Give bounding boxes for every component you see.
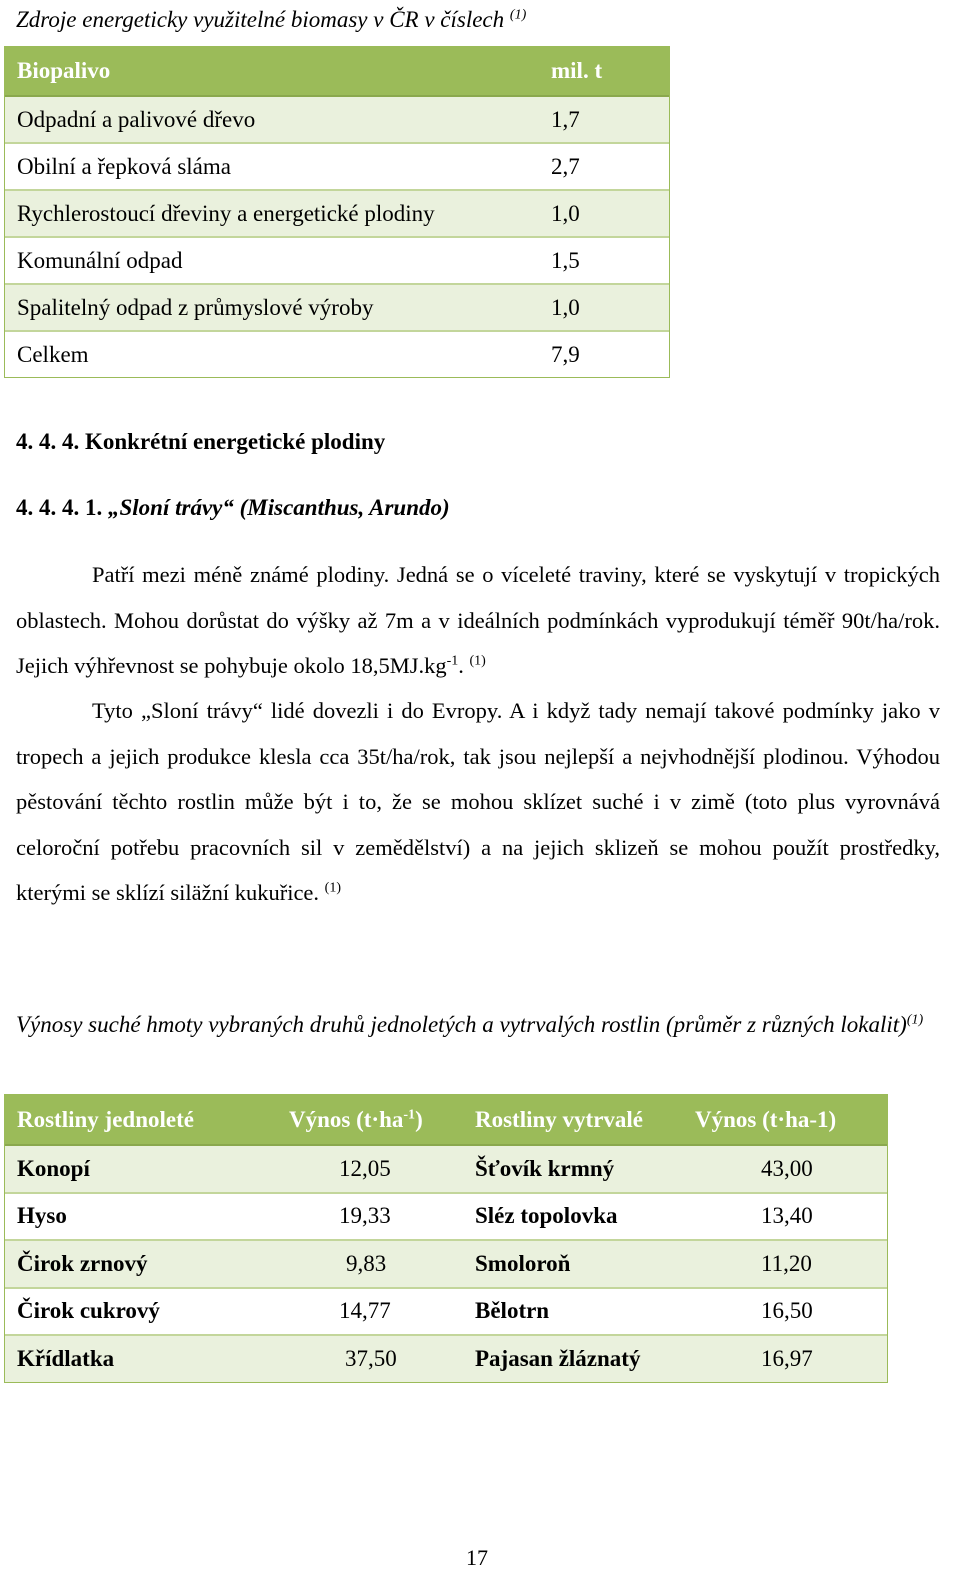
table2-annual-name: Křídlatka xyxy=(17,1345,115,1371)
table2-caption-text: Výnosy suché hmoty vybraných druhů jednoletých a vytrvalých rostlin (průměr z různých lokalit) xyxy=(16,1012,907,1037)
paragraph-2-ref: (1) xyxy=(324,880,341,896)
table-row xyxy=(5,144,669,191)
table-row xyxy=(5,1241,887,1289)
table1-cell-value: 7,9 xyxy=(551,341,580,367)
paragraph-1-end: . xyxy=(458,653,464,678)
table2-annual-yield: 14,77 xyxy=(339,1298,391,1324)
table1-caption xyxy=(16,8,526,31)
section-heading: 4. 4. 4. Konkrétní energetické plodiny xyxy=(16,429,386,454)
table2-annual-name: Čirok cukrový xyxy=(17,1298,160,1324)
table2-perennial-yield: 16,50 xyxy=(761,1298,813,1324)
table2-annual-yield: 37,50 xyxy=(345,1345,397,1371)
table1-cell-value: 1,5 xyxy=(551,247,580,273)
paragraph-2 xyxy=(16,688,940,916)
table2-perennial-yield: 11,20 xyxy=(761,1250,812,1276)
table2-annual-name: Hyso xyxy=(17,1203,67,1229)
table1-cell-value: 1,0 xyxy=(551,200,580,226)
table2-perennial-name: Pajasan žláznatý xyxy=(475,1345,641,1371)
table2-header-yield-post: ) xyxy=(415,1106,423,1132)
table2-caption-ref: (1) xyxy=(906,1012,924,1028)
table2-perennial-name: Šťovík krmný xyxy=(475,1155,615,1181)
table1-header-unit: mil. t xyxy=(551,58,603,83)
table2-header-annual: Rostliny jednoleté xyxy=(17,1106,194,1132)
table1-cell-name: Spalitelný odpad z průmyslové výroby xyxy=(17,294,374,320)
yields-table xyxy=(4,1094,888,1383)
subsection-number: 4. 4. 4. 1. xyxy=(16,495,103,520)
table2-header-yield-perennial: Výnos (t·ha-1) xyxy=(695,1106,837,1132)
table1-cell-value: 1,7 xyxy=(551,106,580,132)
table1-cell-value: 1,0 xyxy=(551,294,580,320)
table2-annual-name: Konopí xyxy=(17,1155,90,1181)
table2-annual-yield: 9,83 xyxy=(346,1250,387,1276)
subsection-title: „Sloní trávy“ (Miscanthus, Arundo) xyxy=(108,495,450,520)
table-row xyxy=(5,285,669,332)
table1-cell-value: 2,7 xyxy=(551,153,580,179)
table1-cell-name: Odpadní a palivové dřevo xyxy=(17,106,256,132)
table2-perennial-name: Smoloroň xyxy=(475,1250,571,1276)
table2-perennial-name: Sléz topolovka xyxy=(475,1203,618,1229)
paragraph-1 xyxy=(16,552,940,689)
table1-cell-name: Obilní a řepková sláma xyxy=(17,153,231,179)
table1-caption-ref: (1) xyxy=(509,7,527,23)
table1-header-biopalivo: Biopalivo xyxy=(17,58,111,83)
table1-cell-name: Rychlerostoucí dřeviny a energetické plodiny xyxy=(17,200,435,226)
subsection-heading xyxy=(16,496,450,519)
table2-caption xyxy=(16,1002,940,1048)
paragraph-1-sup: -1 xyxy=(446,653,459,669)
table-row xyxy=(5,1146,887,1194)
table-row xyxy=(5,238,669,285)
table-row xyxy=(5,1336,887,1382)
table2-annual-name: Čirok zrnový xyxy=(17,1250,148,1276)
table1-header-row xyxy=(5,47,669,97)
table2-perennial-yield: 13,40 xyxy=(761,1203,813,1229)
table-row xyxy=(5,191,669,238)
table1-cell-name: Komunální odpad xyxy=(17,247,183,273)
table-row xyxy=(5,97,669,144)
table2-header-perennial: Rostliny vytrvalé xyxy=(475,1106,644,1132)
paragraph-1-ref: (1) xyxy=(469,653,486,669)
table1-cell-name: Celkem xyxy=(17,341,89,367)
table2-perennial-yield: 43,00 xyxy=(761,1155,813,1181)
table2-header-yield-annual xyxy=(289,1107,475,1133)
paragraph-1-text: Patří mezi méně známé plodiny. Jedná se o víceleté traviny, které se vyskytují v tropických oblastech. Mohou dorůstat do výšky až 7m a v ideálních podmínkách vyprodukují téměř 90t/ha/rok. Jejich výhřevnost se pohybuje okolo 18,5MJ.kg xyxy=(16,562,940,678)
page-number: 17 xyxy=(466,1545,488,1570)
table2-annual-yield: 12,05 xyxy=(339,1155,391,1181)
table2-header-row xyxy=(5,1095,887,1146)
table-row xyxy=(5,1194,887,1242)
table-row xyxy=(5,1289,887,1337)
paragraph-2-text: Tyto „Sloní trávy“ lidé dovezli i do Evropy. A i když tady nemají takové podmínky jako v tropech a jejich produkce klesla cca 35t/ha/rok, tak jsou nejlepší a nejvhodnější plodinou. Výhodou pěstování těchto rostlin může být i to, že se mohou sklízet suché i v zimě (toto plus vyrovnává celoroční potřebu pracovních sil v zemědělství) a na jejich sklizeň se mohou použít prostředky, kterými se sklízí siläžní kukuřice. xyxy=(16,698,940,905)
table2-header-yield-pre: Výnos (t·ha xyxy=(289,1106,404,1132)
table2-perennial-yield: 16,97 xyxy=(761,1345,813,1371)
biomass-sources-table xyxy=(4,46,670,378)
table2-annual-yield: 19,33 xyxy=(339,1203,391,1229)
table2-perennial-name: Bělotrn xyxy=(475,1298,550,1324)
table-row xyxy=(5,332,669,377)
table2-header-yield-sup: -1 xyxy=(403,1106,416,1122)
table1-caption-text: Zdroje energeticky využitelné biomasy v ČR v číslech xyxy=(16,7,505,32)
